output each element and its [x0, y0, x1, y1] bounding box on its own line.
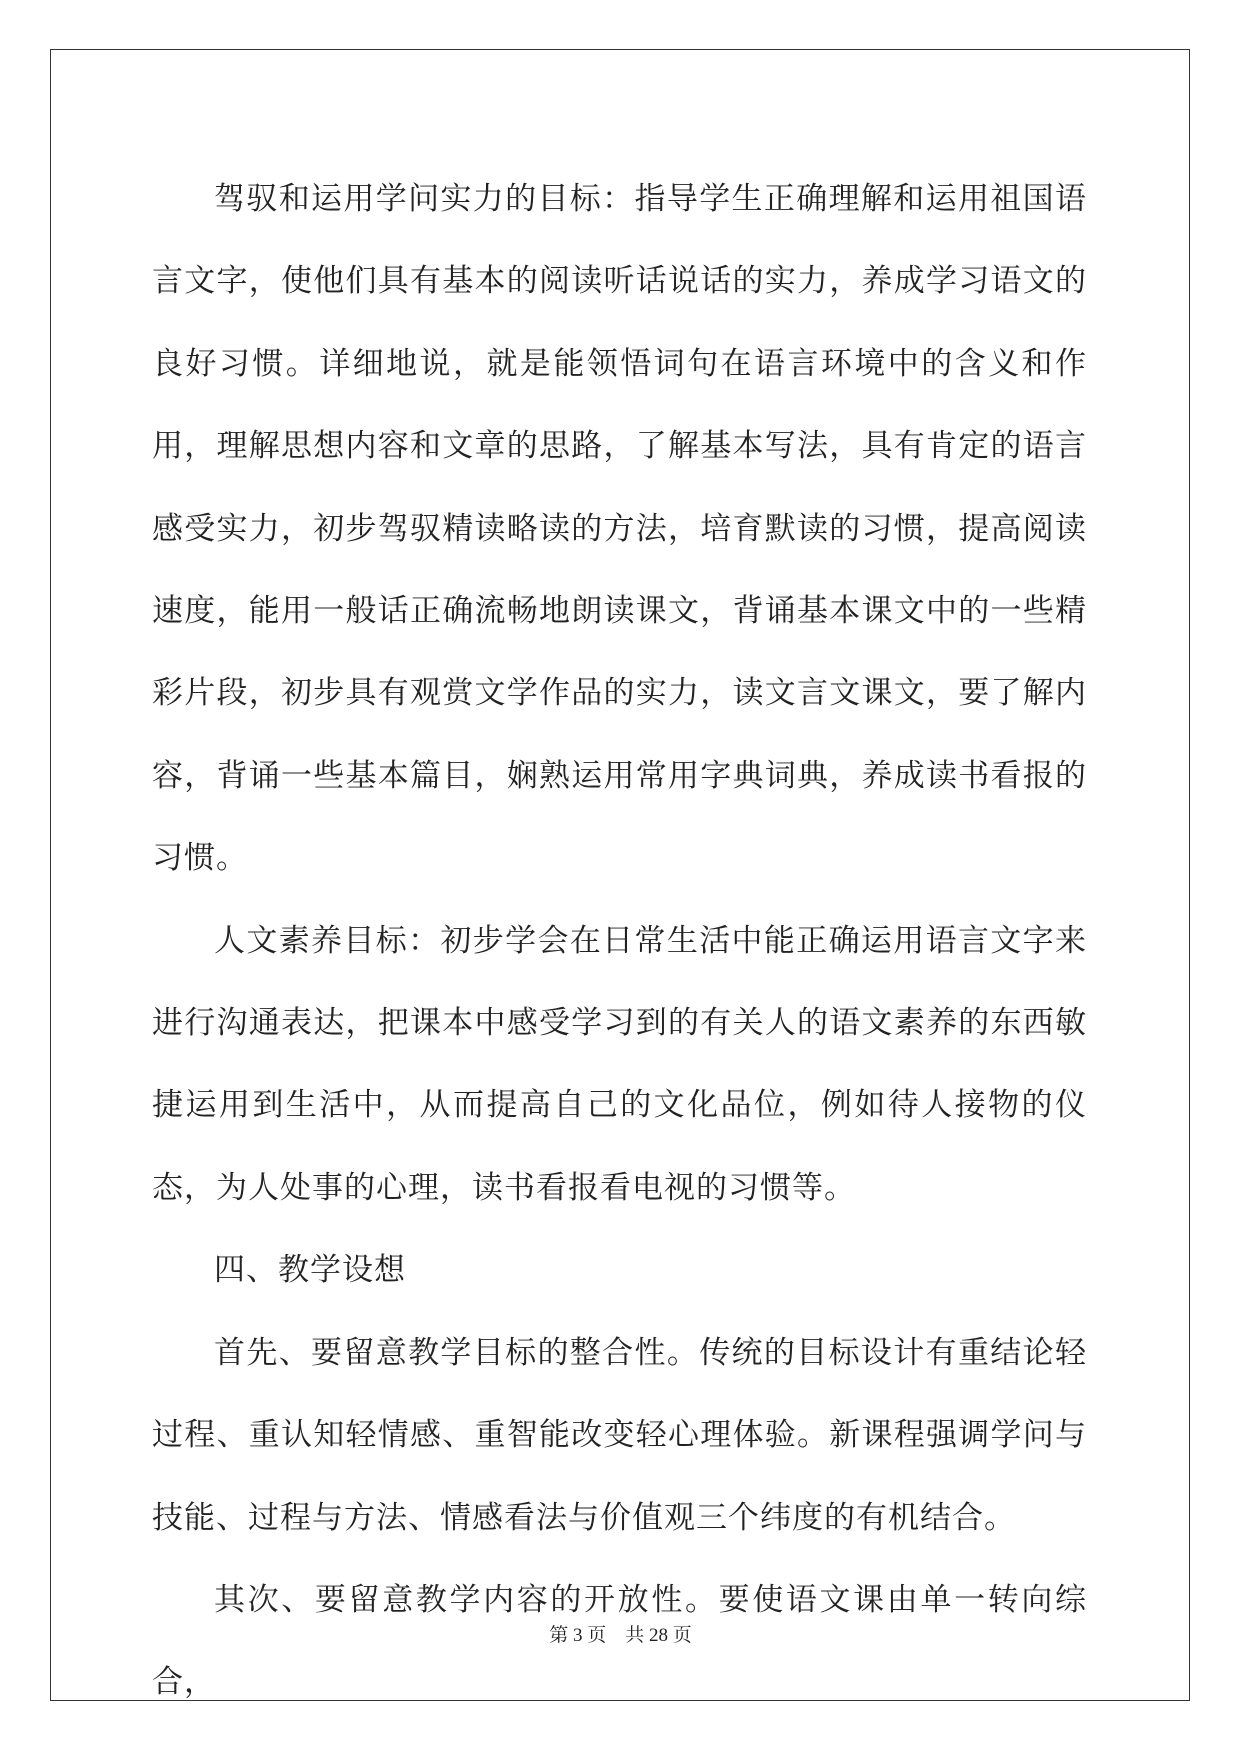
paragraph-second-point: 其次、要留意教学内容的开放性。要使语文课由单一转向综合， [152, 1581, 1087, 1701]
section-heading-teaching-ideas: 四、教学设想 [214, 1252, 406, 1289]
page-number: 第 3 页 [549, 1625, 607, 1646]
paragraph-knowledge-goal: 驾驭和运用学问实力的目标：指导学生正确理解和运用祖国语言文字，使他们具有基本的阅读听话说话的实力，养成学习语文的良好习惯。详细地说，就是能领悟词句在语言环境中的含义和作用，理解思想内容和文章的思路，了解基本写法，具有肯定的语言感受实力，初步驾驭精读略读的方法，培育默读的习惯，提高阅读速度，能用一般话正确流畅地朗读课文，背诵基本课文中的一些精彩片段，初步具有观赏文学作品的实力，读文言文课文，要了解内容，背诵一些基本篇目，娴熟运用常用字典词典，养成读书看报的习惯。 [152, 181, 1087, 877]
paragraph-first-point: 首先、要留意教学目标的整合性。传统的目标设计有重结论轻过程、重认知轻情感、重智能改变轻心理体验。新课程强调学问与技能、过程与方法、情感看法与价值观三个纬度的有机结合。 [152, 1334, 1087, 1536]
paragraph-humanities-goal: 人文素养目标：初步学会在日常生活中能正确运用语言文字来进行沟通表达，把课本中感受学习到的有关人的语文素养的东西敏捷运用到生活中，从而提高自己的文化品位，例如待人接物的仪态，为人处事的心理，读书看报看电视的习惯等。 [152, 922, 1087, 1206]
page-total: 共 28 页 [625, 1625, 692, 1646]
page-footer [0, 1620, 1241, 1647]
document-body [152, 158, 1087, 1724]
